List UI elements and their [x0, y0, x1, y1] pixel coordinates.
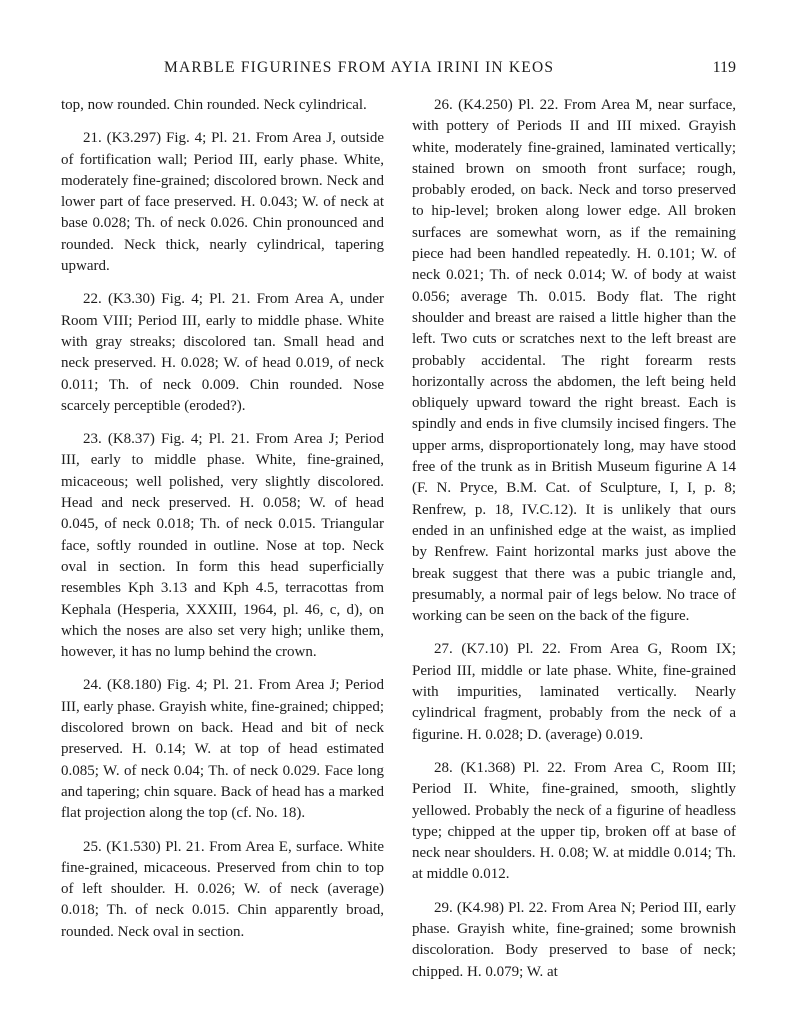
catalog-entry-29	[412, 898, 736, 983]
page-number: 119	[712, 59, 736, 76]
left-column	[61, 95, 384, 955]
entry-number: 27.	[434, 641, 453, 658]
entry-text: (K7.10) Pl. 22. From Area G, Room IX; Period III, middle or late phase. White, fine-grained with impurities, laminated vertically. Nearly cylindrical fragment, probably from the neck of a figurine. H. 0.028; D. (average) 0.019.	[412, 641, 736, 743]
entry-text: (K3.297) Fig. 4; Pl. 21. From Area J, outside of fortification wall; Period III, early phase. White, moderately fine-grained; discolored brown. Neck and lower part of face preserved. H. 0.043; W. of neck at base 0.028; Th. of neck 0.026. Chin pronounced and rounded. Neck thick, nearly cylindrical, tapering upward.	[61, 130, 384, 275]
entry-number: 21.	[83, 130, 102, 147]
catalog-entry-26	[412, 95, 736, 627]
entry-text: (K4.250) Pl. 22. From Area M, near surface, with pottery of Periods II and III mixed. Grayish white, moderately fine-grained, laminated vertically; stained brown on smooth front surface; rough, probably eroded, on back. Neck and torso preserved to hip-level; broken along lower edge. All broken surfaces are somewhat worn, as if the remaining piece had been handled repeatedly. H. 0.101; W. of neck 0.021; Th. of neck 0.014; W. of body at waist 0.056; average Th. 0.015. Body flat. The right shoulder and breast are raised a little higher than the left. Two cuts or scratches next to the left breast are probably accidental. The right forearm rests horizontally across the abdomen, the left being held obliquely upward toward the right breast. Each is spindly and ends in five clumsily incised fingers. The upper arms, disproportionately long, may have stood free of the trunk as in British Museum figurine A 14 (F. N. Pryce, B.M. Cat. of Sculpture, I, I, p. 8; Renfrew, p. 18, IV.C.12). It is unlikely that ours ended in an unfinished edge at the waist, as implied by Renfrew. Faint horizontal marks just above the break suggest that there was a pubic triangle and, presumably, a normal pair of legs below. No trace of working can be seen on the back of the figure.	[412, 97, 736, 625]
entry-text: (K8.37) Fig. 4; Pl. 21. From Area J; Period III, early to middle phase. White, fine-grained, micaceous; well polished, very slightly discolored. Head and neck preserved. H. 0.058; W. of head 0.045, of neck 0.018; Th. of neck 0.015. Triangular face, softly rounded in outline. Nose at top. Neck oval in section. In form this head superficially resembles Kph 3.13 and Kph 4.5, terracottas from Kephala (Hesperia, XXXIII, 1964, pl. 46, c, d), on which the noses are also set very high; unlike them, however, it has no lump behind the crown.	[61, 431, 384, 661]
entry-text: (K3.30) Fig. 4; Pl. 21. From Area A, under Room VIII; Period III, early to middle phase. White with gray streaks; discolored tan. Small head and neck preserved. H. 0.028; W. of head 0.019, of neck 0.011; Th. of neck 0.009. Chin rounded. Nose scarcely perceptible (eroded?).	[61, 291, 384, 414]
entry-text: (K8.180) Fig. 4; Pl. 21. From Area J; Period III, early phase. Grayish white, fine-grained; chipped; discolored brown on back. Head and bit of neck preserved. H. 0.14; W. at top of head estimated 0.085; W. of neck 0.04; Th. of neck 0.029. Face long and tapering; chin square. Back of head has a marked flat projection along the top (cf. No. 18).	[61, 677, 384, 822]
continued-paragraph: top, now rounded. Chin rounded. Neck cylindrical.	[61, 97, 367, 113]
running-title: MARBLE FIGURINES FROM AYIA IRINI IN KEOS	[164, 59, 555, 76]
right-column	[412, 95, 736, 995]
entry-number: 23.	[83, 431, 102, 448]
entry-number: 29.	[434, 899, 453, 916]
entry-number: 28.	[434, 759, 453, 776]
running-header	[60, 59, 736, 85]
catalog-entry-22	[61, 289, 384, 417]
entry-text: (K1.530) Pl. 21. From Area E, surface. White fine-grained, micaceous. Preserved from chin to top of left shoulder. H. 0.026; W. of neck (average) 0.018; Th. of neck 0.015. Chin apparently broad, rounded. Neck oval in section.	[61, 838, 384, 940]
catalog-entry-27	[412, 639, 736, 745]
catalog-entry-25	[61, 837, 384, 943]
catalog-entry-21	[61, 128, 384, 277]
entry-number: 24.	[83, 677, 102, 694]
catalog-entry-23	[61, 429, 384, 663]
entry-text: (K4.98) Pl. 22. From Area N; Period III, early phase. Grayish white, fine-grained; some brownish discoloration. Body preserved to base of neck; chipped. H. 0.079; W. at	[412, 899, 736, 980]
entry-text: (K1.368) Pl. 22. From Area C, Room III; Period II. White, fine-grained, smooth, slightly yellowed. Probably the neck of a figurine of headless type; chipped at the upper tip, broken off at base of neck near shoulders. H. 0.08; W. at middle 0.014; Th. at middle 0.012.	[412, 759, 736, 883]
catalog-entry-28	[412, 758, 736, 886]
catalog-entry-24	[61, 675, 384, 824]
entry-number: 22.	[83, 291, 102, 308]
entry-number: 25.	[83, 838, 102, 855]
entry-number: 26.	[434, 97, 453, 113]
